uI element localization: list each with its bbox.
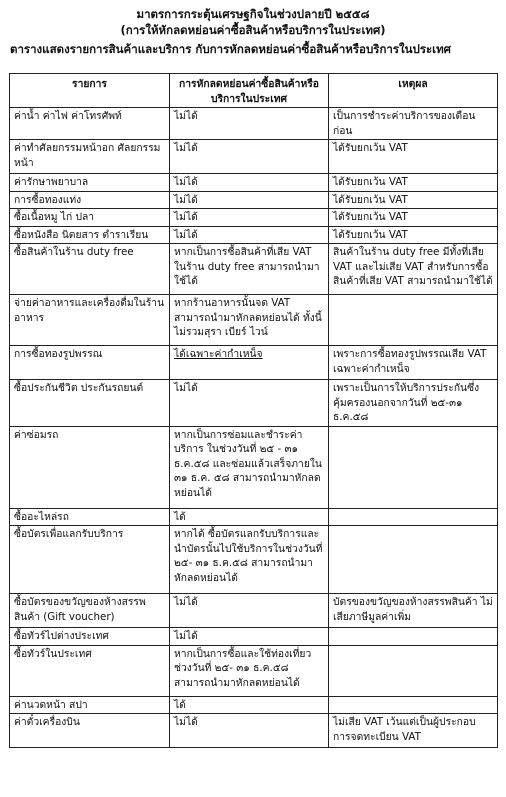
cell-deduct: ไม่ได้	[170, 628, 329, 646]
cell-item: ซื้อหนังสือ นิตยสาร ตำราเรียน	[10, 226, 170, 244]
cell-item: ซื้อเนื้อหมู ไก่ ปลา	[10, 209, 170, 227]
table-row	[10, 508, 498, 526]
cell-reason	[329, 526, 498, 594]
cell-deduct: หากเป็นการซื้อและใช้ท่องเที่ยวช่วงวันที่ ๒๕- ๓๑ ธ.ค.๕๘ สามารถนำมาหักลดหย่อนได้	[170, 645, 329, 696]
cell-item: การซื้อทองแท่ง	[10, 191, 170, 209]
cell-deduct: ได้	[170, 696, 329, 714]
deduction-table	[9, 73, 498, 748]
table-row	[10, 594, 498, 628]
cell-deduct: ไม่ได้	[170, 140, 329, 174]
table-row	[10, 226, 498, 244]
cell-reason: ไม่เสีย VAT เว้นแต่เป็นผู้ประกอบการจดทะเบียน VAT	[329, 714, 498, 748]
cell-deduct: ไม่ได้	[170, 108, 329, 140]
header-reason: เหตุผล	[329, 74, 498, 108]
table-row	[10, 140, 498, 174]
cell-item: ค่าทำศัลยกรรมหน้าอก ศัลยกรรมหน้า	[10, 140, 170, 174]
cell-reason	[329, 696, 498, 714]
cell-deduct: ไม่ได้	[170, 174, 329, 192]
table-row	[10, 714, 498, 748]
table-row	[10, 209, 498, 227]
table-row	[10, 526, 498, 594]
cell-deduct: ไม่ได้	[170, 191, 329, 209]
header-item: รายการ	[10, 74, 170, 108]
cell-reason: สินค้าในร้าน duty free มีทั้งที่เสีย VAT และไม่เสีย VAT สำหรับการซื้อสินค้าที่เสีย VAT สามารถนำมาใช้ได้	[329, 244, 498, 295]
cell-reason: เพราะการซื้อทองรูปพรรณเสีย VAT เฉพาะค่ากำเหน็จ	[329, 346, 498, 380]
cell-item: จ่ายค่าอาหารและเครื่องดื่มในร้านอาหาร	[10, 295, 170, 346]
document-subtitle: (การให้หักลดหย่อนค่าซื้อสินค้าหรือบริการในประเทศ)	[120, 23, 386, 37]
cell-deduct: หากร้านอาหารนั้นจด VAT สามารถนำมาหักลดหย่อนได้ ทั้งนี้ ไม่รวมสุรา เบียร์ ไวน์	[170, 295, 329, 346]
cell-item: ซื้อประกันชีวิต ประกันรถยนต์	[10, 380, 170, 427]
table-row	[10, 191, 498, 209]
cell-reason: บัตรของขวัญของห้างสรรพสินค้า ไม่เสียภาษีมูลค่าเพิ่ม	[329, 594, 498, 628]
cell-reason: ได้รับยกเว้น VAT	[329, 174, 498, 192]
cell-item: ค่าน้ำ ค่าไฟ ค่าโทรศัพท์	[10, 108, 170, 140]
table-row	[10, 174, 498, 192]
cell-item: ค่ารักษาพยาบาล	[10, 174, 170, 192]
cell-deduct: ไม่ได้	[170, 380, 329, 427]
cell-reason	[329, 295, 498, 346]
cell-item: ค่าซ่อมรถ	[10, 426, 170, 508]
table-row	[10, 108, 498, 140]
cell-deduct: ไม่ได้	[170, 714, 329, 748]
cell-deduct: หากเป็นการซื้อสินค้าที่เสีย VAT ในร้าน duty free สามารถนำมาใช้ได้	[170, 244, 329, 295]
cell-deduct: ไม่ได้	[170, 594, 329, 628]
cell-item: ซื้อบัตรเพื่อแลกรับบริการ	[10, 526, 170, 594]
cell-item: การซื้อทองรูปพรรณ	[10, 346, 170, 380]
cell-item: ซื้อบัตรของขวัญของห้างสรรพสินค้า (Gift voucher)	[10, 594, 170, 628]
table-row	[10, 380, 498, 427]
cell-item: ซื้ออะไหล่รถ	[10, 508, 170, 526]
table-caption: ตารางแสดงรายการสินค้าและบริการ กับการหักลดหย่อนค่าซื้อสินค้าหรือบริการในประเทศ	[10, 42, 451, 56]
table-row	[10, 346, 498, 380]
cell-reason	[329, 628, 498, 646]
cell-reason: เพราะเป็นการให้บริการประกันซึ่งคุ้มครองนอกจากวันที่ ๒๕-๓๑ ธ.ค.๕๘	[329, 380, 498, 427]
cell-item: ซื้อทัวร์ไปต่างประเทศ	[10, 628, 170, 646]
cell-reason: ได้รับยกเว้น VAT	[329, 226, 498, 244]
table-row	[10, 295, 498, 346]
cell-reason: ได้รับยกเว้น VAT	[329, 209, 498, 227]
cell-item: ซื้อทัวร์ในประเทศ	[10, 645, 170, 696]
cell-deduct: ไม่ได้	[170, 209, 329, 227]
cell-deduct: หากได้ ซื้อบัตรแลกรับบริการและนำบัตรนั้นไปใช้บริการในช่วงวันที่ ๒๕- ๓๑ ธ.ค.๕๘ สามารถนำมาหักลดหย่อนได้	[170, 526, 329, 594]
cell-reason	[329, 508, 498, 526]
cell-deduct: หากเป็นการซ่อมและชำระค่าบริการ ในช่วงวันที่ ๒๕ - ๓๑ ธ.ค.๕๘ และซ่อมแล้วเสร็จภายใน ๓๑ ธ.ค. ๕๘ สามารถนำมาหักลดหย่อนได้	[170, 426, 329, 508]
table-row	[10, 426, 498, 508]
document-title: มาตรการกระตุ้นเศรษฐกิจในช่วงปลายปี ๒๕๕๘	[136, 7, 370, 21]
table-header-row	[10, 74, 498, 108]
table-row	[10, 628, 498, 646]
cell-reason: ได้รับยกเว้น VAT	[329, 140, 498, 174]
cell-item: ค่าตั๋วเครื่องบิน	[10, 714, 170, 748]
cell-deduct: ได้เฉพาะค่ากำเหน็จ	[170, 346, 329, 380]
cell-reason	[329, 645, 498, 696]
cell-reason	[329, 426, 498, 508]
cell-item: ค่านวดหน้า สปา	[10, 696, 170, 714]
cell-reason: ได้รับยกเว้น VAT	[329, 191, 498, 209]
table-row	[10, 244, 498, 295]
cell-item: ซื้อสินค้าในร้าน duty free	[10, 244, 170, 295]
cell-reason: เป็นการชำระค่าบริการของเดือนก่อน	[329, 108, 498, 140]
table-row	[10, 696, 498, 714]
cell-deduct: ไม่ได้	[170, 226, 329, 244]
cell-deduct: ได้	[170, 508, 329, 526]
table-row	[10, 645, 498, 696]
header-deduction: การหักลดหย่อนค่าซื้อสินค้าหรือบริการในประเทศ	[170, 74, 329, 108]
